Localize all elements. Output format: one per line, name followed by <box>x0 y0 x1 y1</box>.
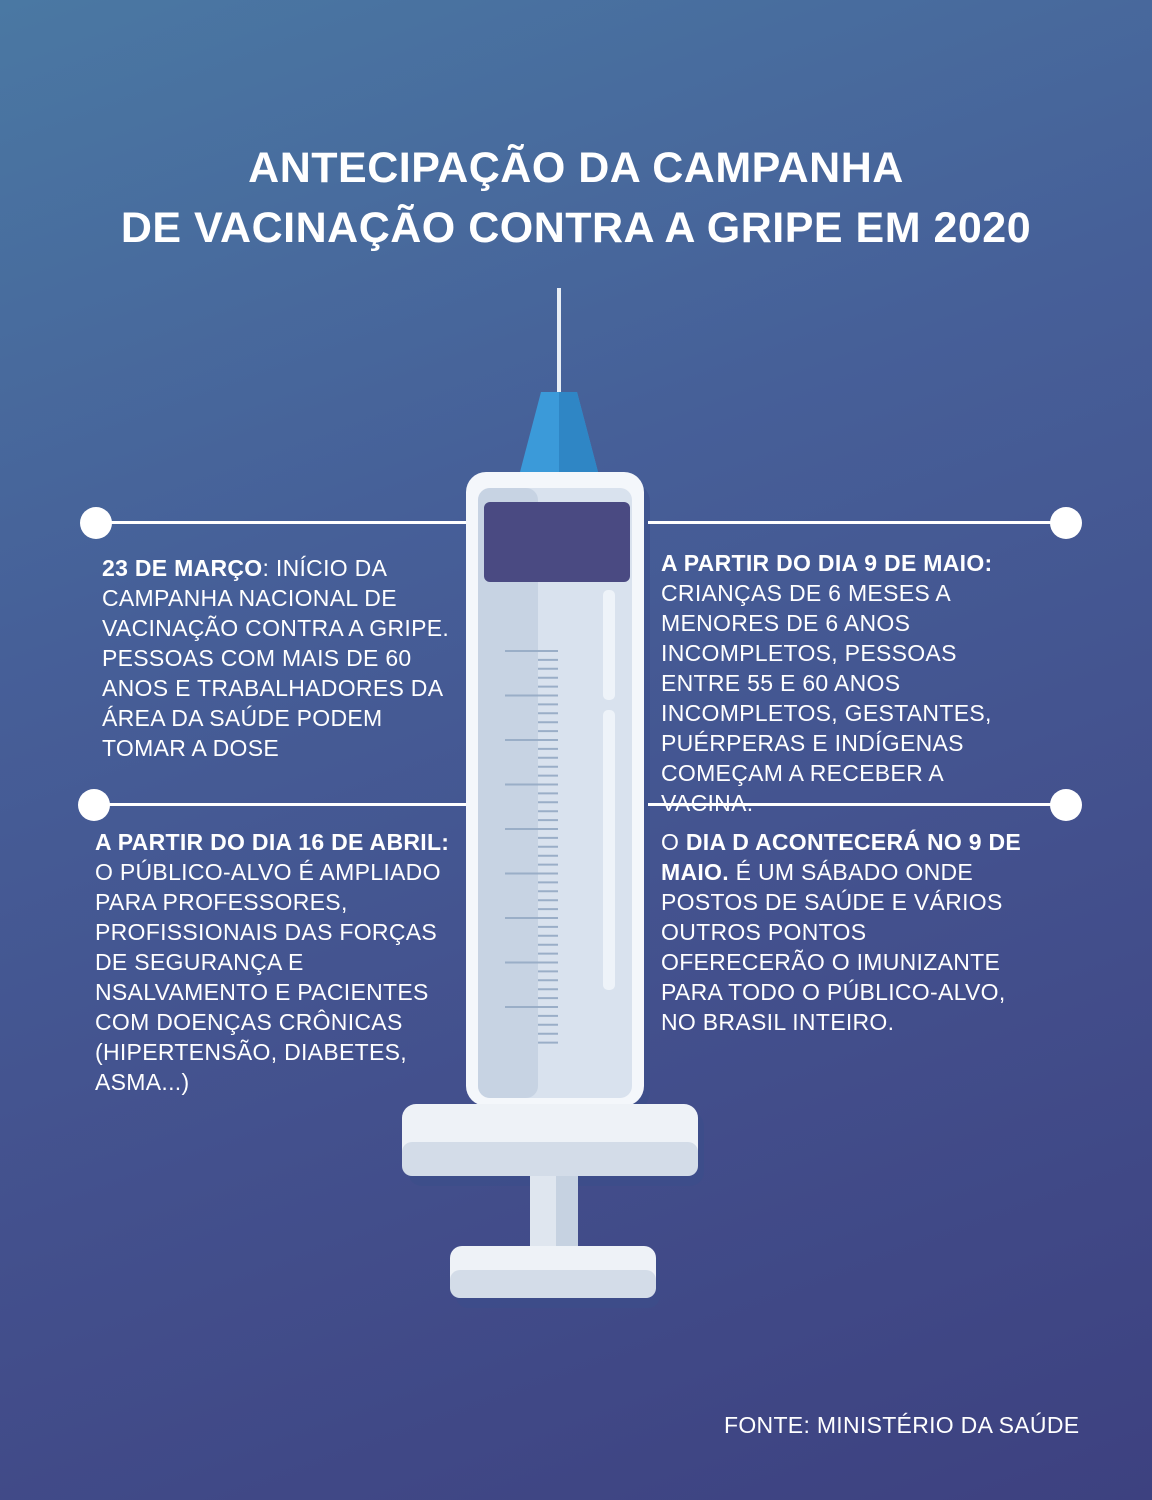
march-23-block <box>102 553 454 763</box>
dday-heading: DIA D ACONTECERÁ NO 9 DE MAIO. <box>661 829 1022 885</box>
title-line-1: ANTECIPAÇÃO DA CAMPANHA <box>248 144 904 192</box>
march-23-heading: 23 DE MARÇO <box>102 555 263 581</box>
timeline-line-top-right <box>648 521 1066 524</box>
may-9-heading: A PARTIR DO DIA 9 DE MAIO: <box>661 550 993 576</box>
source-note: FONTE: MINISTÉRIO DA SAÚDE <box>724 1412 1080 1438</box>
timeline-dot-bottom-left <box>78 789 110 821</box>
april-16-body: O PÚBLICO-ALVO É AMPLIADO PARA PROFESSORES, PROFISSIONAIS DAS FORÇAS DE SEGURANÇA E NSALVAMENTO E PACIENTES COM DOENÇAS CRÔNICAS (HIPERTENSÃO, DIABETES, ASMA...) <box>95 859 441 1095</box>
timeline-dot-top-left <box>80 507 112 539</box>
timeline-line-bottom-left <box>96 803 466 806</box>
timeline-line-top-left <box>96 521 466 524</box>
may-9-body: CRIANÇAS DE 6 MESES A MENORES DE 6 ANOS INCOMPLETOS, PESSOAS ENTRE 55 E 60 ANOS INCOMPLETOS, GESTANTES, PUÉRPERAS E INDÍGENAS COMEÇAM A RECEBER A VACINA. <box>661 580 992 816</box>
dday-body: É UM SÁBADO ONDE POSTOS DE SAÚDE E VÁRIOS OUTROS PONTOS OFERECERÃO O IMUNIZANTE PARA TODO O PÚBLICO-ALVO, NO BRASIL INTEIRO. <box>661 859 1006 1035</box>
title-line-2: DE VACINAÇÃO CONTRA A GRIPE EM 2020 <box>120 204 1032 252</box>
april-16-block <box>95 827 455 1097</box>
april-16-heading: A PARTIR DO DIA 16 DE ABRIL: <box>95 829 450 855</box>
dday-block <box>661 827 1033 1037</box>
march-23-body: INÍCIO DA CAMPANHA NACIONAL DE VACINAÇÃO CONTRA A GRIPE. PESSOAS COM MAIS DE 60 ANOS E TRABALHADORES DA ÁREA DA SAÚDE PODEM TOMAR A DOSE <box>102 555 450 761</box>
may-9-block <box>661 548 1041 818</box>
timeline-dot-top-right <box>1050 507 1082 539</box>
march-23-separator: : <box>262 555 276 581</box>
timeline-dot-bottom-right <box>1050 789 1082 821</box>
plunger-window <box>484 502 630 582</box>
dday-prefix: O <box>661 829 686 855</box>
